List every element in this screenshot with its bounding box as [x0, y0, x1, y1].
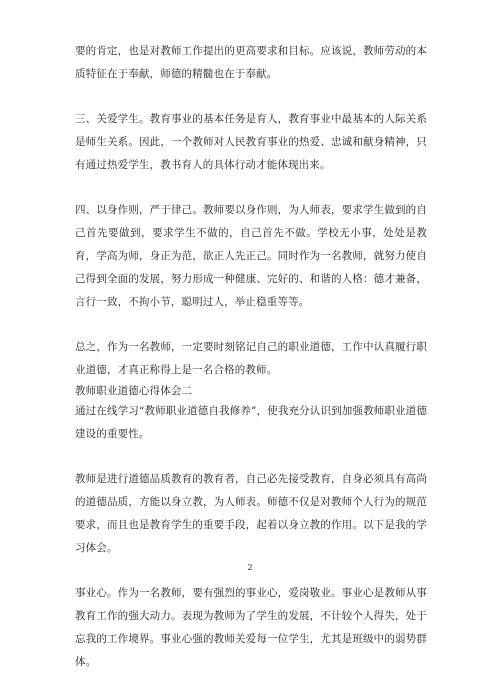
page-number: 2	[247, 563, 253, 572]
paragraph-conclusion: 总之，作为一名教师，一定要时刻铭记自己的职业道德，工作中认真履行职业道德，才真正称得上是一名合格的教师。	[75, 341, 427, 376]
paragraph-lead-by-example: 四、以身作则，严于律己。教师要以身作则，为人师表，要求学生做到的自己首先要做到，要求学生不做的，自己首先不做。学校无小事，处处是教育，学高为师，身正为范，欲正人先正己。同时作为一名教师，就努力使自己得到全面的发展，努力形成一种健康、完好的、和谐的人格：德才兼备，言行一致，不拘小节，聪明过人，举止稳重等等。	[75, 204, 427, 308]
section-heading: 教师职业道德心得体会二	[75, 385, 193, 397]
paragraph-continuation: 要的肯定，也是对教师工作提出的更高要求和目标。应该说，教师劳动的本质特征在于奉献，师德的精髓也在于奉献。	[75, 45, 427, 80]
paragraph-online-study: 通过在线学习“教师职业道德自我修养”，使我充分认识到加强教师职业道德建设的重要性。	[75, 405, 427, 440]
paragraph-care-for-students: 三、关爱学生。教育事业的基本任务是育人，教育事业中最基本的人际关系是师生关系。因此，一个教师对人民教育事业的热爱、忠诚和献身精神，只有通过热爱学生，教书育人的具体行动才能体现出来。	[75, 113, 427, 171]
paragraph-moral-education: 教师是进行道德品质教育的教育者，自己必先接受教育，自身必须具有高尚的道德品质，方能以身立教，为人师表。师德不仅是对教师个人行为的规范要求，而且也是教育学生的重要手段，起着以身立教的作用。以下是我的学习体会。	[75, 473, 427, 554]
page-content	[75, 40, 427, 674]
paragraph-dedication: 事业心。作为一名教师，要有强烈的事业心，爱岗敬业。事业心是教师从事教育工作的强大动力。表现为教师为了学生的发展，不计较个人得失，处于忘我的工作境界。事业心强的教师关爱每一位学生，尤其是班级中的弱势群体。	[75, 587, 427, 668]
